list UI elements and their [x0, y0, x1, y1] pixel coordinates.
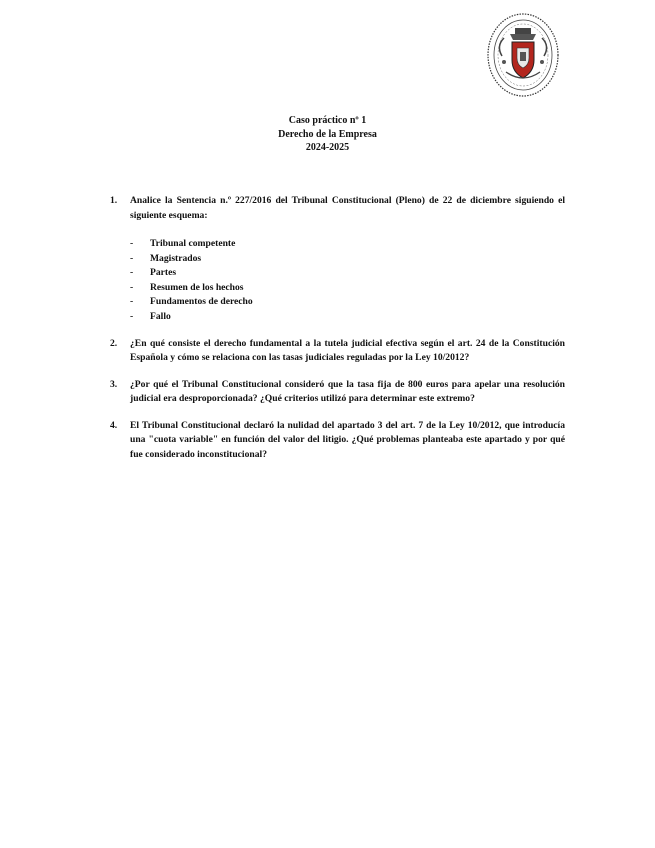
question-text: El Tribunal Constitucional declaró la nulidad del apartado 3 del art. 7 de la Ley 10/2012, que introducía una "cuota variable" en función del valor del litigio. ¿Qué problemas planteaba este apartado y por qué fue considerado inconstitucional? — [130, 419, 565, 460]
question-3 — [110, 378, 565, 407]
outline-item — [130, 252, 565, 267]
university-seal-icon — [486, 12, 560, 98]
question-4 — [110, 419, 565, 463]
outline-item-label: Tribunal competente — [150, 238, 236, 249]
outline-item-label: Magistrados — [150, 252, 202, 264]
bullet-dash: - — [130, 296, 134, 308]
questions-list — [110, 194, 565, 474]
heading-line-3: 2024-2025 — [305, 142, 350, 153]
document-heading — [0, 114, 655, 155]
bullet-dash: - — [130, 238, 134, 249]
question-text: Analice la Sentencia n.º 227/2016 del Tribunal Constitucional (Pleno) de 22 de diciembre siguiendo el siguiente esquema: — [130, 195, 565, 221]
outline-item-label: Resumen de los hechos — [150, 281, 244, 293]
bullet-dash: - — [130, 252, 134, 264]
bullet-dash: - — [130, 267, 134, 279]
outline-item-label: Fallo — [150, 310, 171, 322]
outline-item-label: Partes — [150, 267, 177, 279]
outline-item — [130, 266, 565, 281]
bullet-dash: - — [130, 310, 134, 322]
outline-item — [130, 237, 565, 252]
outline-item — [130, 310, 565, 325]
question-number: 1. — [110, 195, 118, 206]
outline-item — [130, 281, 565, 296]
question-text: ¿En qué consiste el derecho fundamental a la tutela judicial efectiva según el art. 24 de la Constitución Española y cómo se relaciona con las tasas judiciales reguladas por la Ley 10/2012? — [130, 337, 565, 364]
outline-item — [130, 295, 565, 310]
question-number: 2. — [110, 337, 118, 349]
question-number: 3. — [110, 378, 118, 390]
question-1 — [110, 194, 565, 325]
heading-line-2: Derecho de la Empresa — [278, 128, 377, 140]
outline-item-label: Fundamentos de derecho — [150, 296, 253, 308]
outline-list — [130, 237, 565, 325]
question-2 — [110, 337, 565, 366]
question-number: 4. — [110, 419, 118, 431]
question-text: ¿Por qué el Tribunal Constitucional consideró que la tasa fija de 800 euros para apelar una resolución judicial era desproporcionada? ¿Qué criterios utilizó para determinar este extremo? — [130, 378, 565, 405]
bullet-dash: - — [130, 281, 134, 293]
heading-line-1: Caso práctico nº 1 — [288, 115, 367, 126]
